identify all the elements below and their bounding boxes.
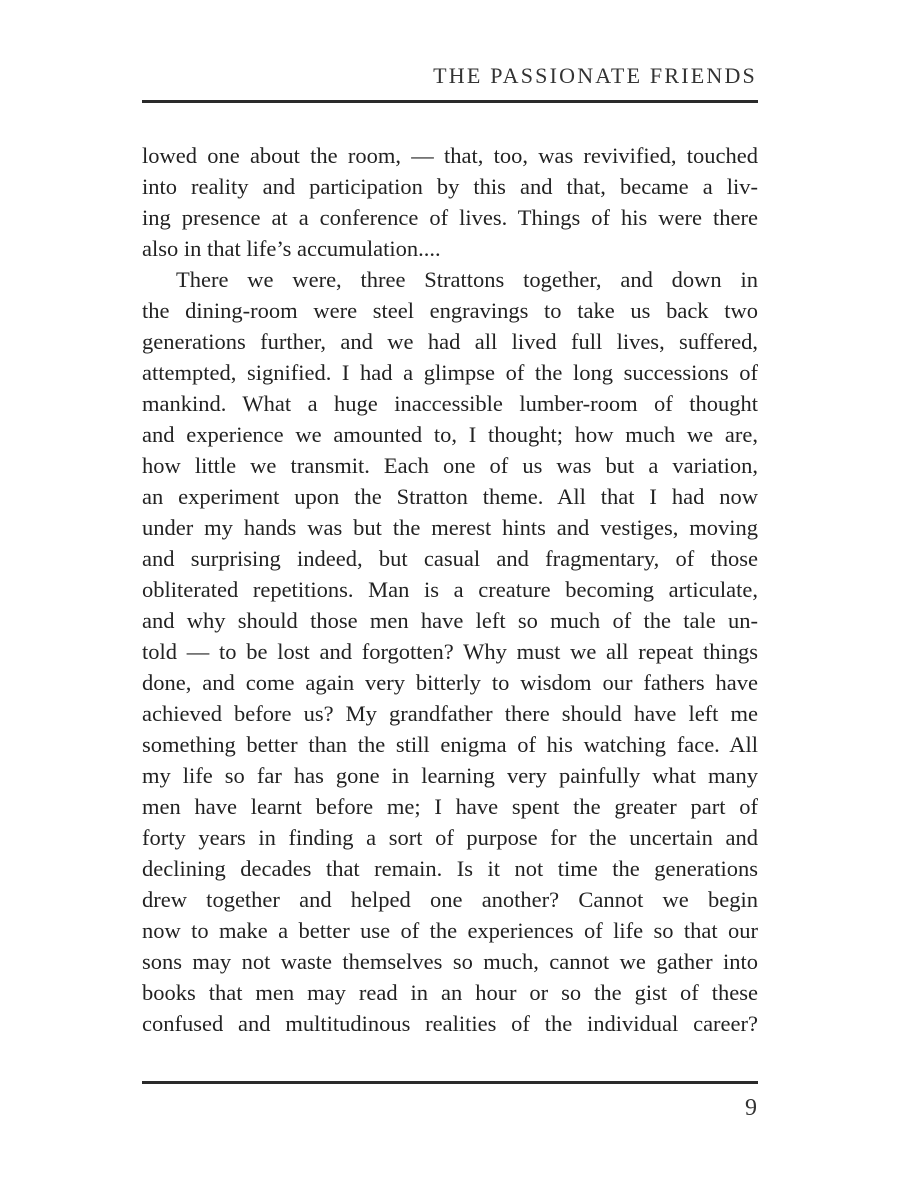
text-line: obliterated repetitions. Man is a creature becoming articulate, [142, 577, 758, 602]
text-line: forty years in finding a sort of purpose for the uncertain and [142, 825, 758, 850]
text-line: achieved before us? My grandfather there should have left me [142, 701, 758, 726]
text-line: and experience we amounted to, I thought; how much we are, [142, 422, 758, 447]
text-line: told — to be lost and forgotten? Why must we all repeat things [142, 639, 758, 664]
text-line: now to make a better use of the experiences of life so that our [142, 918, 758, 943]
text-line: confused and multitudinous realities of the individual career? [142, 1011, 758, 1036]
text-line: the dining-room were steel engravings to take us back two [142, 298, 758, 323]
text-line: ing presence at a conference of lives. Things of his were there [142, 205, 758, 230]
text-line: my life so far has gone in learning very painfully what many [142, 763, 758, 788]
text-line: into reality and participation by this and that, became a liv- [142, 174, 758, 199]
text-line: sons may not waste themselves so much, cannot we gather into [142, 949, 758, 974]
text-line: lowed one about the room, — that, too, was revivified, touched [142, 143, 758, 168]
running-head-title: THE PASSIONATE FRIENDS [433, 63, 757, 88]
header-rule [142, 100, 758, 103]
text-line: men have learnt before me; I have spent the greater part of [142, 794, 758, 819]
text-line: attempted, signified. I had a glimpse of the long successions of [142, 360, 758, 385]
page-number: 9 [745, 1095, 757, 1121]
text-line: mankind. What a huge inaccessible lumber-room of thought [142, 391, 758, 416]
text-line: books that men may read in an hour or so the gist of these [142, 980, 758, 1005]
text-line: under my hands was but the merest hints and vestiges, moving [142, 515, 758, 540]
text-line: drew together and helped one another? Cannot we begin [142, 887, 758, 912]
text-line: done, and come again very bitterly to wisdom our fathers have [142, 670, 758, 695]
text-line: and surprising indeed, but casual and fragmentary, of those [142, 546, 758, 571]
text-line: generations further, and we had all lived full lives, suffered, [142, 329, 758, 354]
text-line: an experiment upon the Stratton theme. All that I had now [142, 484, 758, 509]
footer-rule [142, 1081, 758, 1084]
text-line: also in that life’s accumulation.... [142, 236, 441, 261]
text-line: and why should those men have left so much of the tale un- [142, 608, 758, 633]
text-line: something better than the still enigma of his watching face. All [142, 732, 758, 757]
body-text [142, 140, 758, 1039]
paragraph-start-line: There we were, three Strattons together, and down in [176, 267, 758, 292]
text-line: how little we transmit. Each one of us was but a variation, [142, 453, 758, 478]
text-line: declining decades that remain. Is it not time the generations [142, 856, 758, 881]
